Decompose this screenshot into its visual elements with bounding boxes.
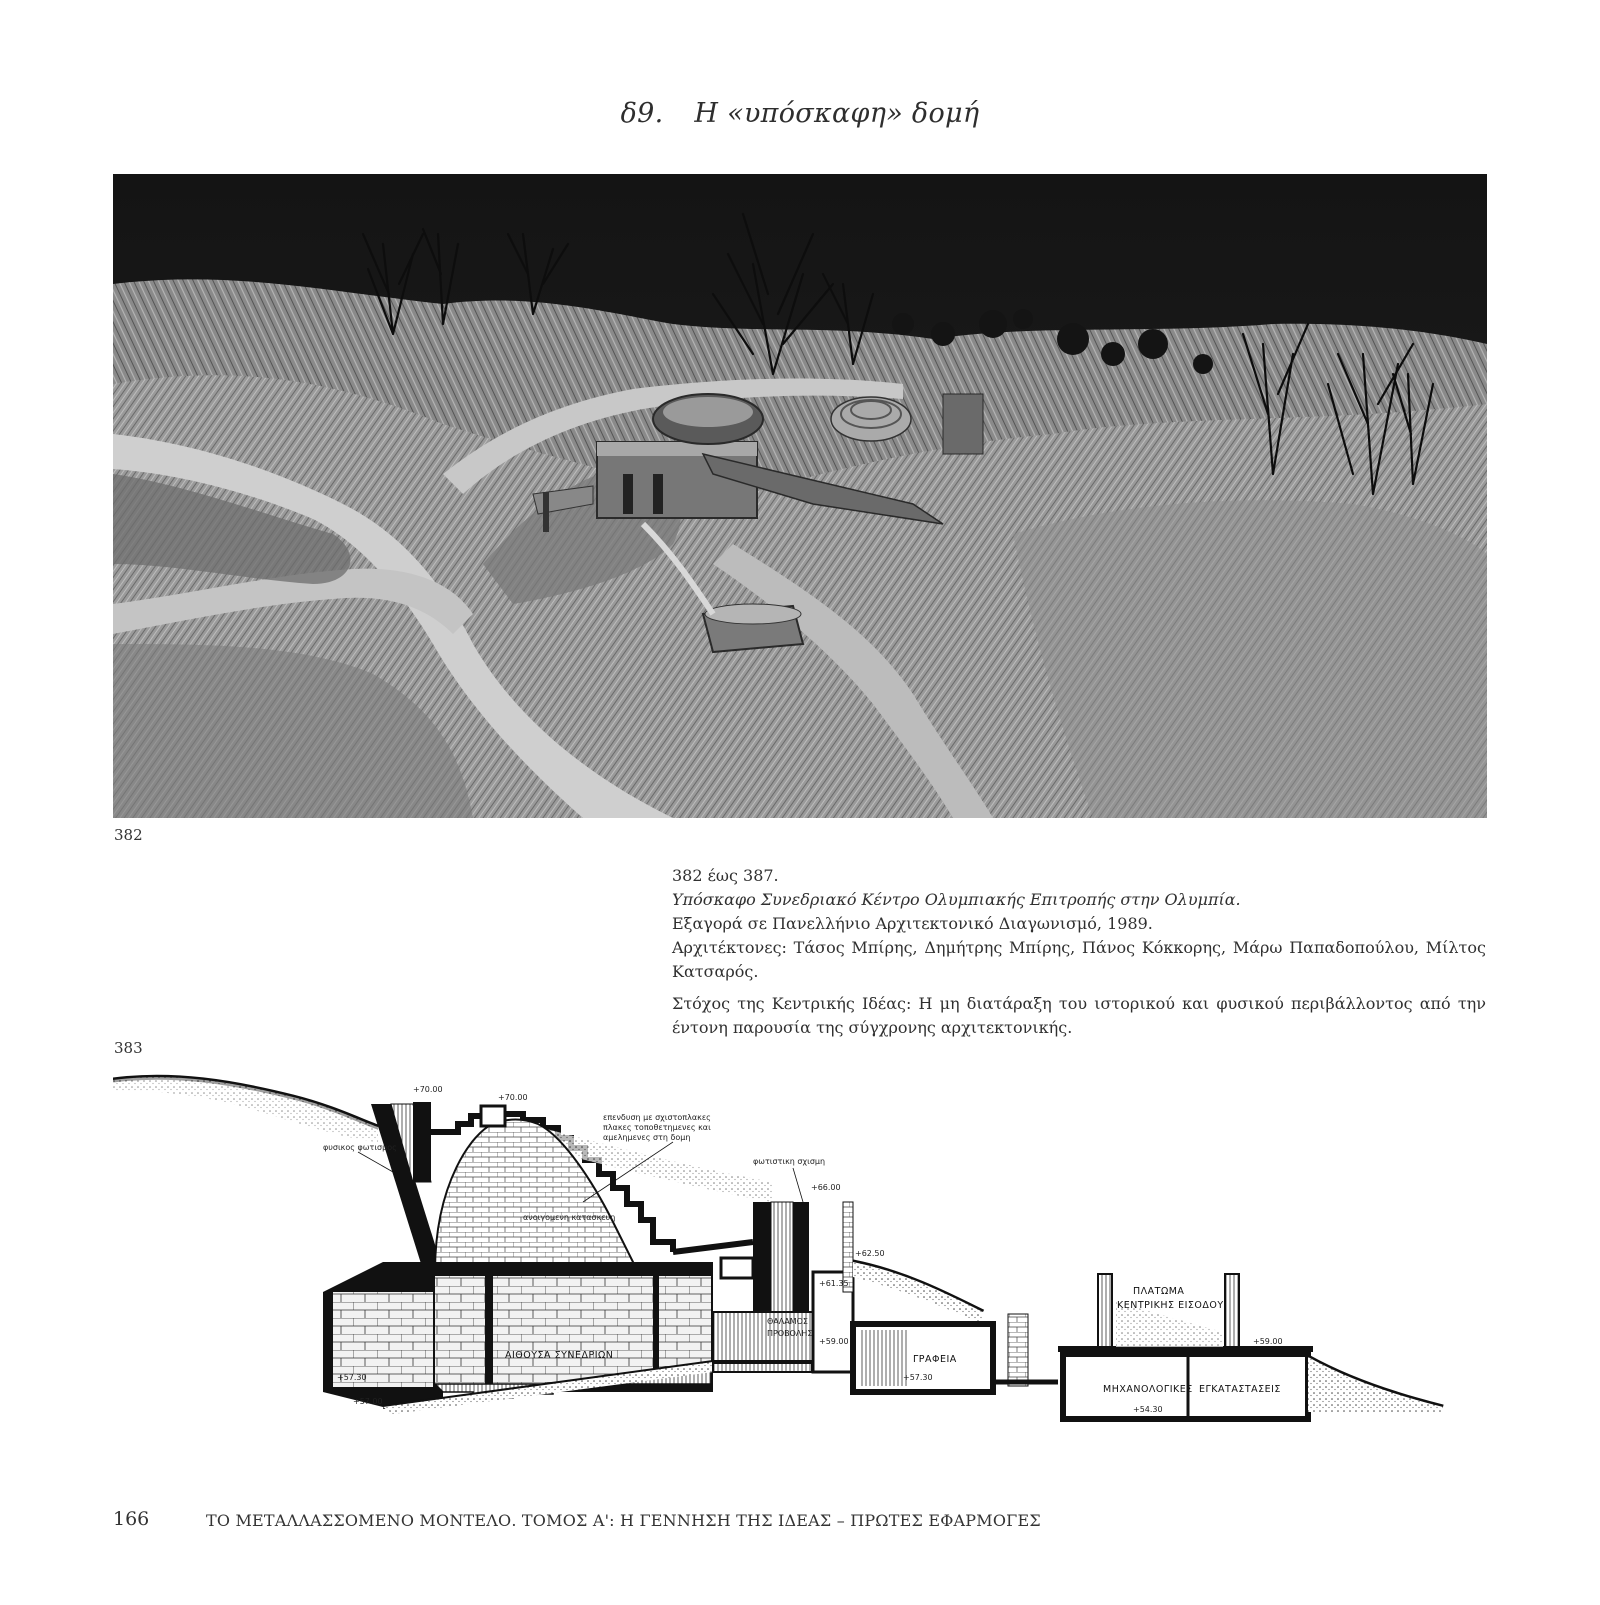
- label-dome: ανοιγομενη κατασκευη: [523, 1213, 616, 1222]
- page-number: 166: [113, 1508, 150, 1530]
- caption-range: 382 έως 387.: [672, 866, 779, 885]
- caption-architects: Αρχιτέκτονες: Τάσος Μπίρης, Δημήτρης Μπίρης, Πάνος Κόκκορης, Μάρω Παπαδοπούλου, Μίλτος Κατσαρός.: [672, 938, 1486, 981]
- elevation-2: +70.00: [498, 1093, 528, 1102]
- label-note-2: πλακες τοποθετημενες και: [603, 1123, 711, 1132]
- label-skylight: φυσικος φωτισμος: [323, 1143, 397, 1152]
- label-hall: ΑΙΘΟΥΣΑ ΣΥΝΕΔΡΙΩΝ: [505, 1350, 614, 1361]
- elevation-11: +54.30: [1133, 1405, 1163, 1414]
- elevation-4: +62.50: [855, 1249, 885, 1258]
- elevation-10: +59.00: [1253, 1337, 1283, 1346]
- label-mechanical: ΜΗΧΑΝΟΛΟΓΙΚΕΣ: [1103, 1384, 1193, 1395]
- building-section-illustration: [113, 1062, 1487, 1462]
- elevation-3: +66.00: [811, 1183, 841, 1192]
- section-title: [0, 98, 1600, 129]
- caption-project: Υπόσκαφο Συνεδριακό Κέντρο Ολυμπιακής Επιτροπής στην Ολυμπία.: [672, 890, 1241, 909]
- label-foyer-1: ΘΑΛΑΜΟΣ: [767, 1317, 808, 1326]
- figure-number-382: 382: [114, 826, 143, 844]
- elevation-5: +61.35: [819, 1279, 849, 1288]
- model-photo: [113, 174, 1487, 818]
- elevation-6: +59.00: [819, 1337, 849, 1346]
- elevation-8: +57.30: [903, 1373, 933, 1382]
- caption-award: Εξαγορά σε Πανελλήνιο Αρχιτεκτονικό Διαγωνισμό, 1989.: [672, 914, 1153, 933]
- running-footer-title: ΤΟ ΜΕΤΑΛΛΑΣΣΟΜΕΝΟ ΜΟΝΤΕΛΟ. ΤΟΜΟΣ Α': Η ΓΕΝΝΗΣΗ ΤΗΣ ΙΔΕΑΣ – ΠΡΩΤΕΣ ΕΦΑΡΜΟΓΕΣ: [206, 1511, 1041, 1530]
- label-note-3: αμελημενες στη δομη: [603, 1133, 691, 1142]
- figure-caption: [672, 864, 1486, 1040]
- label-plaza-2: ΚΕΝΤΡΙΚΗΣ ΕΙΣΟΔΟΥ: [1117, 1300, 1224, 1311]
- label-installations: ΕΓΚΑΤΑΣΤΑΣΕΙΣ: [1199, 1384, 1281, 1395]
- caption-goal: Στόχος της Κεντρικής Ιδέας: Η μη διατάραξη του ιστορικού και φυσικού περιβάλλοντος από την έντονη παρουσία της σύγχρονης αρχιτεκτονικής.: [672, 994, 1486, 1037]
- section-drawing: [113, 1062, 1487, 1462]
- terrain-model-illustration: [113, 174, 1487, 818]
- elevation-9: +57.00: [353, 1397, 383, 1406]
- label-plaza-1: ΠΛΑΤΩΜΑ: [1133, 1286, 1185, 1297]
- section-number: δ9.: [620, 98, 664, 129]
- label-foyer-2: ΠΡΟΒΟΛΗΣ: [767, 1329, 813, 1338]
- figure-number-383: 383: [114, 1039, 143, 1057]
- elevation-7: +57.30: [337, 1373, 367, 1382]
- section-heading: Η «υπόσκαφη» δομή: [694, 98, 980, 129]
- label-note-1: επενδυση με σχιστοπλακες: [603, 1113, 711, 1122]
- label-offices: ΓΡΑΦΕΙΑ: [913, 1354, 957, 1365]
- label-light-shaft: φωτιστικη σχισμη: [753, 1157, 826, 1166]
- elevation-1: +70.00: [413, 1085, 443, 1094]
